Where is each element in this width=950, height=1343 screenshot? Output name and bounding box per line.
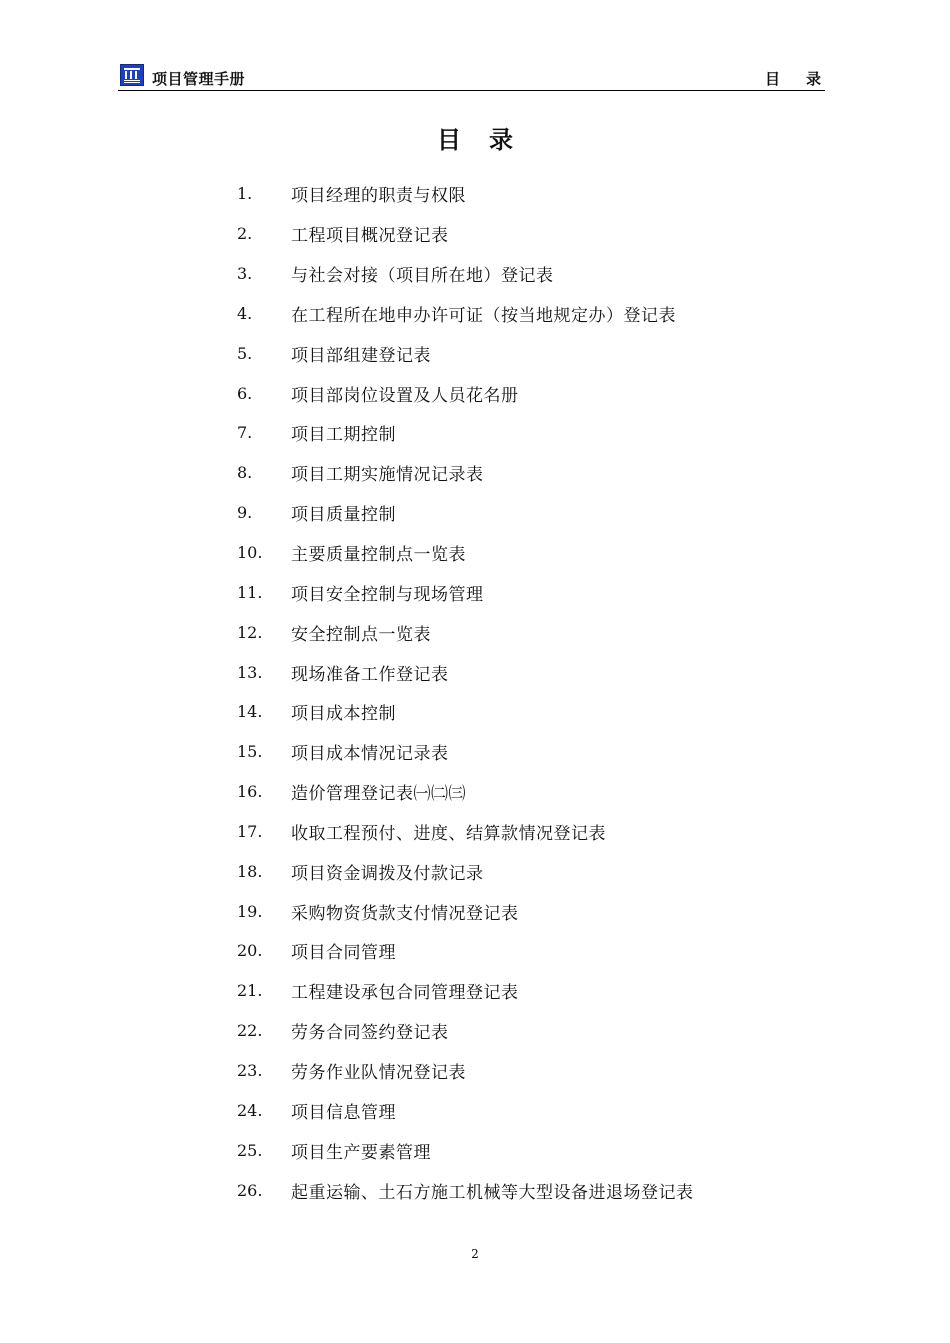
toc-entry[interactable] (237, 931, 694, 971)
toc-entry-number: 15. (237, 742, 263, 762)
toc-entry-number: 22. (237, 1021, 263, 1041)
toc-entry-number: 17. (237, 821, 263, 841)
page-title: 目录 (437, 126, 541, 154)
toc-entry[interactable] (237, 1011, 694, 1051)
toc-entry-label: 项目质量控制 (291, 505, 396, 526)
toc-entry-number: 24. (237, 1100, 263, 1120)
toc-entry[interactable] (237, 493, 694, 533)
company-logo-icon (120, 64, 144, 86)
toc-entry[interactable] (237, 453, 694, 493)
toc-entry[interactable] (237, 1130, 694, 1170)
toc-entry-label: 项目资金调拨及付款记录 (291, 863, 484, 884)
toc-entry-label: 工程项目概况登记表 (291, 226, 449, 247)
toc-entry-label: 项目成本控制 (291, 704, 396, 725)
toc-entry-number: 1. (237, 184, 253, 204)
toc-entry-number: 2. (237, 224, 253, 244)
toc-entry-number: 9. (237, 503, 253, 523)
table-of-contents (237, 174, 694, 1210)
toc-entry[interactable] (237, 373, 694, 413)
toc-entry-number: 7. (237, 423, 253, 443)
toc-entry[interactable] (237, 1170, 694, 1210)
header-title: 项目管理手册 (152, 70, 246, 88)
toc-entry[interactable] (237, 1051, 694, 1091)
toc-entry-number: 4. (237, 303, 253, 323)
toc-entry-label: 在工程所在地申办许可证（按当地规定办）登记表 (291, 305, 676, 326)
toc-entry[interactable] (237, 214, 694, 254)
toc-entry[interactable] (237, 572, 694, 612)
toc-entry-number: 19. (237, 901, 263, 921)
toc-entry-label: 项目合同管理 (291, 943, 396, 964)
toc-entry-label: 项目经理的职责与权限 (291, 186, 466, 207)
toc-entry-number: 26. (237, 1180, 263, 1200)
toc-entry-label: 项目部岗位设置及人员花名册 (291, 385, 519, 406)
toc-entry-number: 13. (237, 662, 263, 682)
toc-entry[interactable] (237, 254, 694, 294)
toc-entry[interactable] (237, 772, 694, 812)
toc-entry-number: 10. (237, 543, 263, 563)
toc-entry-number: 20. (237, 941, 263, 961)
toc-entry-number: 3. (237, 264, 253, 284)
page-header (118, 62, 847, 91)
toc-entry-label: 项目部组建登记表 (291, 345, 431, 366)
toc-entry-label: 项目生产要素管理 (291, 1142, 431, 1163)
toc-entry-label: 项目工期控制 (291, 425, 396, 446)
toc-entry-label: 收取工程预付、进度、结算款情况登记表 (291, 823, 606, 844)
toc-entry-label: 劳务作业队情况登记表 (291, 1062, 466, 1083)
toc-entry[interactable] (237, 692, 694, 732)
toc-entry-number: 16. (237, 782, 263, 802)
toc-entry-label: 起重运输、土石方施工机械等大型设备进退场登记表 (291, 1182, 694, 1203)
toc-entry-label: 项目信息管理 (291, 1102, 396, 1123)
toc-entry[interactable] (237, 333, 694, 373)
toc-entry-label: 现场准备工作登记表 (291, 664, 449, 685)
toc-entry-number: 14. (237, 702, 263, 722)
toc-entry[interactable] (237, 533, 694, 573)
toc-entry-label: 项目工期实施情况记录表 (291, 465, 484, 486)
toc-entry[interactable] (237, 851, 694, 891)
toc-entry-number: 8. (237, 463, 253, 483)
toc-entry[interactable] (237, 174, 694, 214)
toc-entry-label: 项目成本情况记录表 (291, 744, 449, 765)
toc-entry[interactable] (237, 732, 694, 772)
toc-entry-number: 11. (237, 582, 263, 602)
toc-entry-number: 21. (237, 981, 263, 1001)
toc-entry-number: 18. (237, 861, 263, 881)
toc-entry-number: 23. (237, 1060, 263, 1080)
toc-entry[interactable] (237, 971, 694, 1011)
toc-entry-label: 造价管理登记表㈠㈡㈢ (291, 784, 466, 805)
toc-entry-label: 安全控制点一览表 (291, 624, 431, 645)
toc-entry[interactable] (237, 652, 694, 692)
toc-entry[interactable] (237, 812, 694, 852)
toc-entry-label: 工程建设承包合同管理登记表 (291, 983, 519, 1004)
toc-entry-label: 采购物资货款支付情况登记表 (291, 903, 519, 924)
toc-entry-number: 12. (237, 622, 263, 642)
toc-entry-number: 25. (237, 1140, 263, 1160)
toc-entry-label: 与社会对接（项目所在地）登记表 (291, 266, 554, 287)
toc-entry[interactable] (237, 891, 694, 931)
toc-entry[interactable] (237, 413, 694, 453)
toc-entry-number: 6. (237, 383, 253, 403)
toc-entry[interactable] (237, 612, 694, 652)
header-section-label: 目录 (764, 70, 847, 88)
toc-entry[interactable] (237, 1090, 694, 1130)
toc-entry-label: 项目安全控制与现场管理 (291, 584, 484, 605)
toc-entry-number: 5. (237, 343, 253, 363)
toc-entry[interactable] (237, 294, 694, 334)
page-number: 2 (471, 1247, 479, 1261)
toc-entry-label: 主要质量控制点一览表 (291, 545, 466, 566)
toc-entry-label: 劳务合同签约登记表 (291, 1023, 449, 1044)
